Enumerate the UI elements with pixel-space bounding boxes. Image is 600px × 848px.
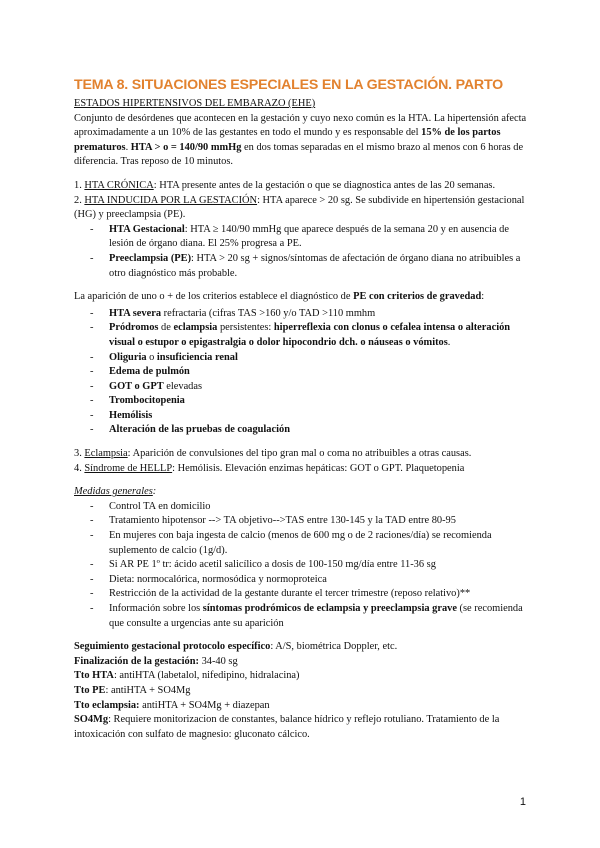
intro-paragraph: Conjunto de desórdenes que acontecen en la gestación y cuyo nexo común es la HTA. La hipertensión afecta aproximadamente a un 10% de las gestantes en todo el mundo y es responsable del 15% de los partos prematuros. HTA > o = 140/90 mmHg en dos tomas separadas en el mismo brazo al menos con 6 horas de diferencia. Tras reposo de 10 minutos.	[74, 112, 527, 168]
list-item: - HTA severa refractaria (cifras TAS >160 y/o TAD >110 mmhm	[74, 307, 528, 322]
list-item: - Oliguria o insuficiencia renal	[74, 351, 528, 366]
list-item: - Alteración de las pruebas de coagulación	[74, 423, 528, 438]
list-item: - Hemólisis	[74, 409, 528, 424]
list-item: - Control TA en domicilio	[74, 500, 528, 515]
list-item: - Información sobre los síntomas prodrómicos de eclampsia y preeclampsia grave (se recomienda que consulte a urgencias ante su aparición	[74, 602, 528, 631]
page-title: TEMA 8. SITUACIONES ESPECIALES EN LA GESTACIÓN. PARTO	[74, 77, 503, 93]
list-item: - GOT o GPT elevadas	[74, 380, 528, 395]
type-1-hta-cronica: 1. HTA CRÓNICA: HTA presente antes de la gestación o que se diagnostica antes de las 20 semanas.	[74, 179, 496, 191]
treatment-eclampsia-line: Tto eclampsia: antiHTA + SO4Mg + diazepan	[74, 699, 270, 711]
list-item: - Restricción de la actividad de la gestante durante el tercer trimestre (reposo relativo)**	[74, 587, 528, 602]
treatment-pe-line: Tto PE: antiHTA + SO4Mg	[74, 684, 191, 696]
measures-heading: Medidas generales:	[74, 486, 157, 498]
document-page	[74, 76, 528, 742]
list-item: - Pródromos de eclampsia persistentes: hiperreflexia con clonus o cefalea intensa o alteración visual o estupor o epigastralgia o dolor hipocondrio dch. o náuseas o vómitos.	[74, 321, 528, 350]
list-item: - Edema de pulmón	[74, 365, 528, 380]
list-item: - En mujeres con baja ingesta de calcio (menos de 600 mg o de 2 raciones/día) se recomienda suplemento de calcio (1g/d).	[74, 529, 528, 558]
list-item: - Trombocitopenia	[74, 394, 528, 409]
type-3-eclampsia: 3. Eclampsia: Aparición de convulsiones del tipo gran mal o coma no atribuibles a otras causas.	[74, 448, 472, 460]
list-item: - Preeclampsia (PE): HTA > 20 sg + signos/síntomas de afectación de órgano diana no atribuibles a otro diagnóstico más probable.	[74, 252, 528, 281]
criteria-lead: La aparición de uno o + de los criterios establece el diagnóstico de PE con criterios de gravedad:	[74, 291, 485, 303]
list-item: - HTA Gestacional: HTA ≥ 140/90 mmHg que aparece después de la semana 20 y en ausencia de lesión de órgano diana. El 25% progresa a PE.	[74, 223, 528, 252]
severity-criteria-list	[74, 307, 528, 438]
followup-line: Seguimiento gestacional protocolo específico: A/S, biométrica Doppler, etc.	[74, 641, 398, 653]
list-item: - Tratamiento hipotensor --> TA objetivo-->TAS entre 130-145 y la TAD entre 80-95	[74, 514, 528, 529]
page-number: 1	[519, 796, 526, 808]
section-heading: ESTADOS HIPERTENSIVOS DEL EMBARAZO (EHE)	[74, 98, 316, 109]
list-item: - Si AR PE 1º tr: ácido acetil salicílico a dosis de 100-150 mg/día entre 11-36 sg	[74, 558, 528, 573]
type-2-hta-inducida: 2. HTA INDUCIDA POR LA GESTACIÓN: HTA aparece > 20 sg. Se subdivide en hipertensión gestacional (HG) y preeclampsia (PE).	[74, 194, 525, 221]
so4mg-line: SO4Mg: Requiere monitorizacion de constantes, balance hídrico y reflejo rotuliano. Tratamiento de la intoxicación con sulfato de magnesio: gluconato cálcico.	[74, 714, 500, 740]
list-item: - Dieta: normocalórica, normosódica y normoproteica	[74, 573, 528, 588]
type-4-hellp: 4. Síndrome de HELLP: Hemólisis. Elevación enzimas hepáticas: GOT o GPT. Plaquetopenia	[74, 462, 465, 474]
finalization-line: Finalización de la gestación: 34-40 sg	[74, 655, 238, 667]
type-2-subtypes-list	[74, 223, 528, 281]
treatment-hta-line: Tto HTA: antiHTA (labetalol, nifedipino, hidralacina)	[74, 670, 300, 682]
measures-list	[74, 500, 528, 631]
